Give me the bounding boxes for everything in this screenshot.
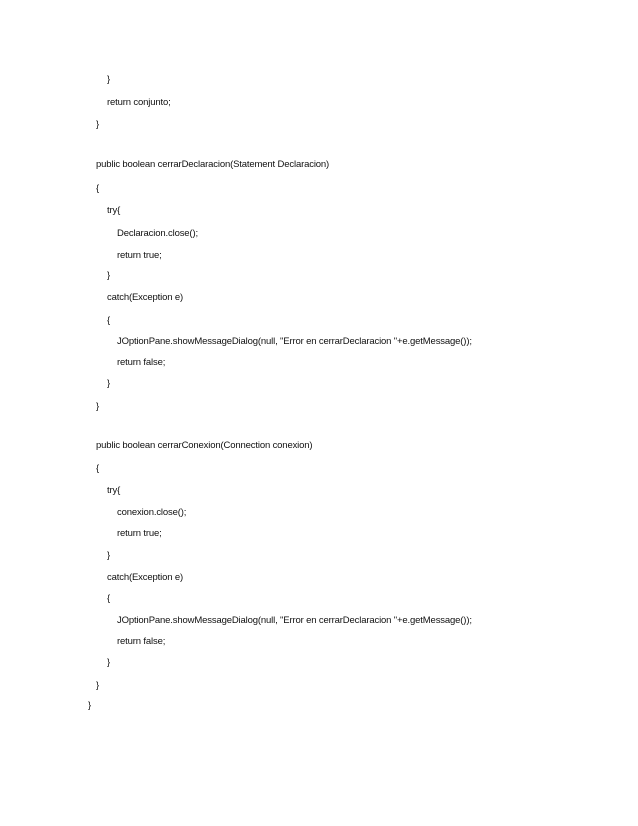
code-line: {	[96, 463, 100, 474]
code-line: return true;	[117, 528, 162, 539]
code-line: }	[88, 700, 92, 711]
code-line: }	[96, 401, 100, 412]
code-line: {	[107, 593, 111, 604]
code-line: }	[96, 680, 100, 691]
code-line: return false;	[117, 636, 166, 647]
code-line: try{	[107, 205, 121, 216]
code-line: JOptionPane.showMessageDialog(null, "Error en cerrarDeclaracion "+e.getMessage());	[117, 615, 472, 626]
code-line: }	[107, 74, 111, 85]
code-line: }	[107, 657, 111, 668]
code-line: conexion.close();	[117, 507, 187, 518]
code-line: try{	[107, 485, 121, 496]
code-line: catch(Exception e)	[107, 292, 183, 303]
code-line: public boolean cerrarConexion(Connection conexion)	[96, 440, 313, 451]
code-line: catch(Exception e)	[107, 572, 183, 583]
code-line: Declaracion.close();	[117, 228, 198, 239]
code-line: }	[96, 119, 100, 130]
code-line: return true;	[117, 250, 162, 261]
code-line: JOptionPane.showMessageDialog(null, "Error en cerrarDeclaracion "+e.getMessage());	[117, 336, 472, 347]
code-line: public boolean cerrarDeclaracion(Statement Declaracion)	[96, 159, 330, 170]
code-line: return conjunto;	[107, 97, 171, 108]
code-line: }	[107, 550, 111, 561]
code-line: return false;	[117, 357, 166, 368]
code-line: {	[96, 183, 100, 194]
code-line: }	[107, 378, 111, 389]
code-line: {	[107, 315, 111, 326]
code-line: }	[107, 270, 111, 281]
